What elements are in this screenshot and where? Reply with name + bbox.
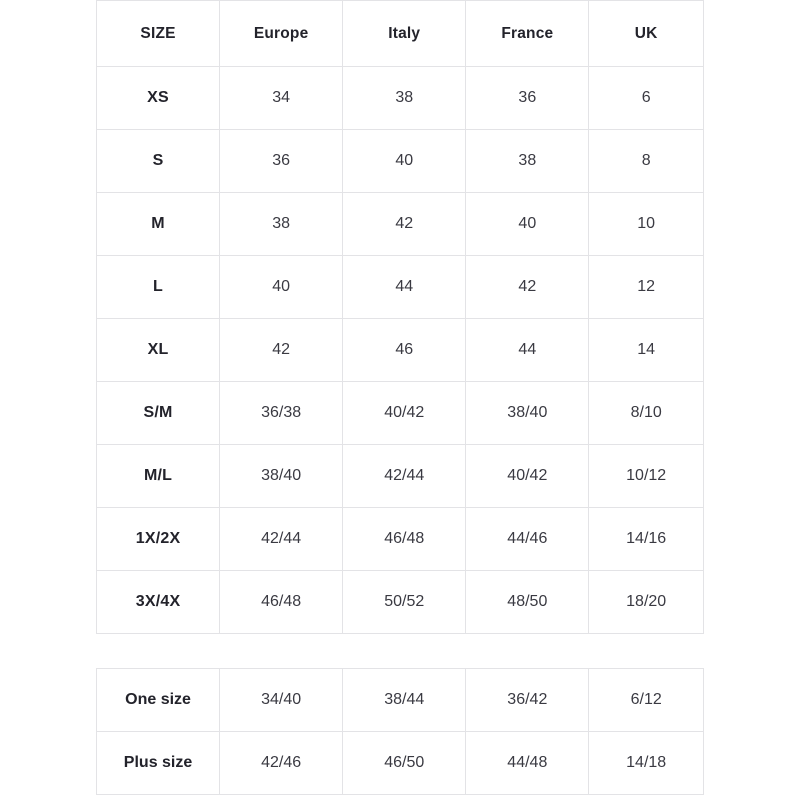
cell-france: 36/42 [466,669,589,732]
cell-size: Plus size [97,732,220,795]
general-size-table-body [97,669,704,795]
cell-france: 38 [466,130,589,193]
cell-italy: 38 [343,67,466,130]
cell-size: S/M [97,382,220,445]
table-row [97,193,704,256]
cell-uk: 8 [589,130,704,193]
cell-uk: 10/12 [589,445,704,508]
cell-uk: 6 [589,67,704,130]
cell-europe: 40 [220,256,343,319]
cell-europe: 46/48 [220,571,343,634]
cell-europe: 38 [220,193,343,256]
cell-france: 44/46 [466,508,589,571]
cell-italy: 42 [343,193,466,256]
table-header-row [97,1,704,67]
cell-europe: 42 [220,319,343,382]
cell-france: 36 [466,67,589,130]
column-header-size: SIZE [97,1,220,67]
cell-europe: 34 [220,67,343,130]
table-row [97,319,704,382]
cell-europe: 42/46 [220,732,343,795]
cell-uk: 8/10 [589,382,704,445]
cell-italy: 40 [343,130,466,193]
cell-size: One size [97,669,220,732]
cell-france: 40 [466,193,589,256]
cell-france: 40/42 [466,445,589,508]
column-header-italy: Italy [343,1,466,67]
column-header-europe: Europe [220,1,343,67]
cell-europe: 42/44 [220,508,343,571]
cell-italy: 50/52 [343,571,466,634]
cell-france: 44 [466,319,589,382]
cell-size: L [97,256,220,319]
cell-france: 44/48 [466,732,589,795]
cell-size: S [97,130,220,193]
table-row [97,669,704,732]
cell-italy: 40/42 [343,382,466,445]
table-header [97,1,704,67]
column-header-france: France [466,1,589,67]
cell-uk: 10 [589,193,704,256]
cell-europe: 38/40 [220,445,343,508]
table-row [97,256,704,319]
cell-size: XL [97,319,220,382]
table-row [97,67,704,130]
table-row [97,130,704,193]
cell-italy: 46/48 [343,508,466,571]
cell-size: M [97,193,220,256]
table-gap [96,634,704,668]
cell-italy: 44 [343,256,466,319]
cell-uk: 14/16 [589,508,704,571]
cell-uk: 14 [589,319,704,382]
cell-size: M/L [97,445,220,508]
cell-uk: 18/20 [589,571,704,634]
cell-europe: 36 [220,130,343,193]
table-body [97,67,704,634]
size-conversion-table [96,0,704,634]
cell-france: 48/50 [466,571,589,634]
cell-size: 1X/2X [97,508,220,571]
cell-size: 3X/4X [97,571,220,634]
cell-france: 42 [466,256,589,319]
cell-italy: 38/44 [343,669,466,732]
cell-italy: 42/44 [343,445,466,508]
cell-europe: 36/38 [220,382,343,445]
table-row [97,445,704,508]
general-size-table [96,668,704,795]
table-row [97,382,704,445]
cell-uk: 12 [589,256,704,319]
table-row [97,571,704,634]
cell-size: XS [97,67,220,130]
table-row [97,508,704,571]
cell-italy: 46/50 [343,732,466,795]
cell-france: 38/40 [466,382,589,445]
table-row [97,732,704,795]
cell-europe: 34/40 [220,669,343,732]
cell-uk: 14/18 [589,732,704,795]
cell-italy: 46 [343,319,466,382]
column-header-uk: UK [589,1,704,67]
cell-uk: 6/12 [589,669,704,732]
